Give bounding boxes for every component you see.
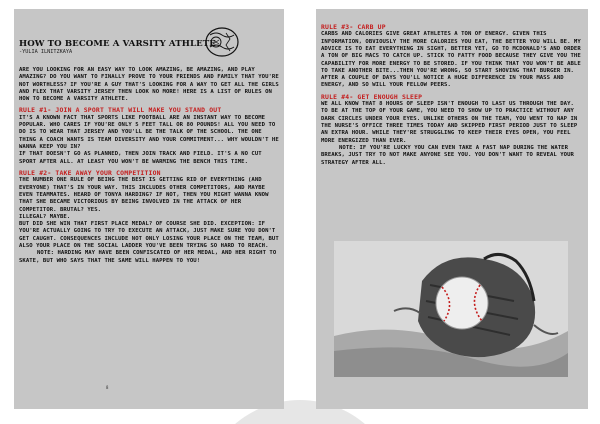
rule1-paragraph-2: IF THAT DOESN'T GO AS PLANNED, THEN JOIN TRACK AND FIELD. IT'S A NO CUT SPORT AFTER ALL. AT LEAST YOU WON'T BE WARMING THE BENCH THIS TIME. <box>19 151 262 165</box>
rule2-paragraph: THE NUMBER ONE RULE OF BEING THE BEST IS GETTING RID OF EVERYTHING (AND EVERYONE) THAT'S IN YOUR WAY. THIS INCLUDES OTHER COMPETITORS, AND MAYBE EVEN TEAMMATES. HEARD OF TONYA HARDING? IF NOT, THEN YOU MIGHT WANNA KNOW THAT SHE BECAME VICTORIOUS BY BEING INVOLVED IN THE ATTACK OF HER COMPETITOR. BRUTAL? YES. <box>19 177 269 213</box>
article-title: HOW TO BECOME A VARSITY ATHLETE <box>19 39 216 49</box>
rule1-heading: RULE #1- JOIN A SPORT THAT WILL MAKE YOU STAND OUT <box>19 106 222 115</box>
rule4-heading: RULE #4- GET ENOUGH SLEEP <box>321 92 423 101</box>
rule4-note: NOTE: IF YOU'RE LUCKY YOU CAN EVEN TAKE A FAST NAP DURING THE WATER BREAKS, JUST TRY TO NOT MAKE ANYONE SEE YOU. YOU DON'T WANT TO REVEAL YOUR STRATEGY AFTER ALL. <box>321 144 574 166</box>
rule2-note: NOTE: HARDING MAY HAVE BEEN CONFISCATED OF HER MEDAL, AND HER RIGHT TO SKATE, BUT WHO SAYS THAT THE SAME WILL HAPPEN TO YOU! <box>19 250 277 264</box>
rule1-paragraph: IT'S A KNOWN FACT THAT SPORTS LIKE FOOTBALL ARE AN INSTANT WAY TO BECOME POPULAR. WHO CARES IF YOU'RE ONLY 5 FEET TALL OR 80 POUNDS! ALL YOU NEED TO DO IS TO WEAR THAT JERSEY AND YOU'LL BE THE TALK OF THE SCHOOL. THE ONE THING A COACH WANTS IS TEAM DIVERSITY AND YOUR COMMITMENT... WHY WOULDN'T HE WANNA KEEP YOU IN? <box>19 114 279 151</box>
baseball-in-glove-photo <box>334 241 568 377</box>
right-page <box>316 9 588 409</box>
rule3-paragraph: CARBS AND CALORIES GIVE GREAT ATHLETES A TON OF ENERGY. GIVEN THIS INFORMATION, OBVIOUSLY THE MORE CALORIES YOU EAT, THE BETTER YOU WILL BE. MY ADVICE IS TO EAT EVERYTHING IN SIGHT, BETTER YET, GO TO MCDONALD'S AND ORDER A TON OF BIG MACS TO CATCH UP. STICK TO FATTY FOOD BECAUSE THEY GIVE YOU THE CAPABILITY FOR MORE ENERGY TO BE STORED. IF YOU THINK THAT YOU WON'T BE ABLE TO TAKE ANOTHER BITE...THEN YOU'RE WRONG, SO START SHOVING THAT BURGER IN. AFTER A COUPLE OF DAYS YOU'LL NOTICE A HUGE DIFFERENCE IN YOUR MASS AND ENERGY, AND SO WILL YOUR FELLOW PEERS. <box>321 31 581 89</box>
article-byline: -YULIA ILNITZKAYA <box>19 49 73 55</box>
rule2-paragraph-2: BUT DID SHE WIN THAT FIRST PLACE MEDAL? OF COURSE SHE DID. EXCEPTION: IF YOU'RE ACTUALLY GOING TO TRY TO EXECUTE AN ATTACK, JUST MAKE SURE YOU DON'T GET CAUGHT. CONSEQUENCES INCLUDE NOT ONLY LOSING YOUR PLACE ON THE TEAM, BUT ALSO YOUR PLACE ON THE SOCIAL LADDER YOU'VE BEEN TRYING SO HARD TO REACH. <box>19 221 279 250</box>
rule2-heading: RULE #2- TAKE AWAY YOUR COMPETITION <box>19 168 161 177</box>
page-number: 8 <box>106 385 109 390</box>
rule3-heading: RULE #3- CARB UP <box>321 23 386 31</box>
intro-paragraph: ARE YOU LOOKING FOR AN EASY WAY TO LOOK AMAZING, BE AMAZING, AND PLAY AMAZING? DO YOU WANT TO FINALLY PROVE TO YOUR FRIENDS AND FAMILY THAT YOU'RE NOT WORTHLESS? IF YOU'RE A GUY THAT'S LOOKING FOR A WAY TO GET ALL THE GIRLS AND FLEX THAT VARSITY JERSEY THEN LOOK NO MORE! HERE IS A LIST OF RULES ON HOW TO BECOME A VARSITY ATHLETE. <box>19 67 279 103</box>
left-page <box>14 9 284 409</box>
rule4-paragraph: WE ALL KNOW THAT 8 HOURS OF SLEEP ISN'T ENOUGH TO LAST US THROUGH THE DAY. TO BE AT THE TOP OF YOUR GAME, YOU NEED TO SHOW UP TO PRACTICE WITHOUT ANY DARK CIRCLES UNDER YOUR EYES. UNLIKE OTHERS ON THE TEAM, YOU WENT TO NAP IN THE NURSE'S OFFICE THREE TIMES TODAY AND SKIPPED FIRST PERIOD JUST TO SLEEP AN EXTRA HOUR. WHILE THEY'RE STRUGGLING TO KEEP THEIR EYES OPEN, YOU FEEL MORE ENERGIZED THAN EVER. <box>321 101 578 144</box>
rule2-line: ILLEGAL? MAYBE. <box>19 213 71 220</box>
